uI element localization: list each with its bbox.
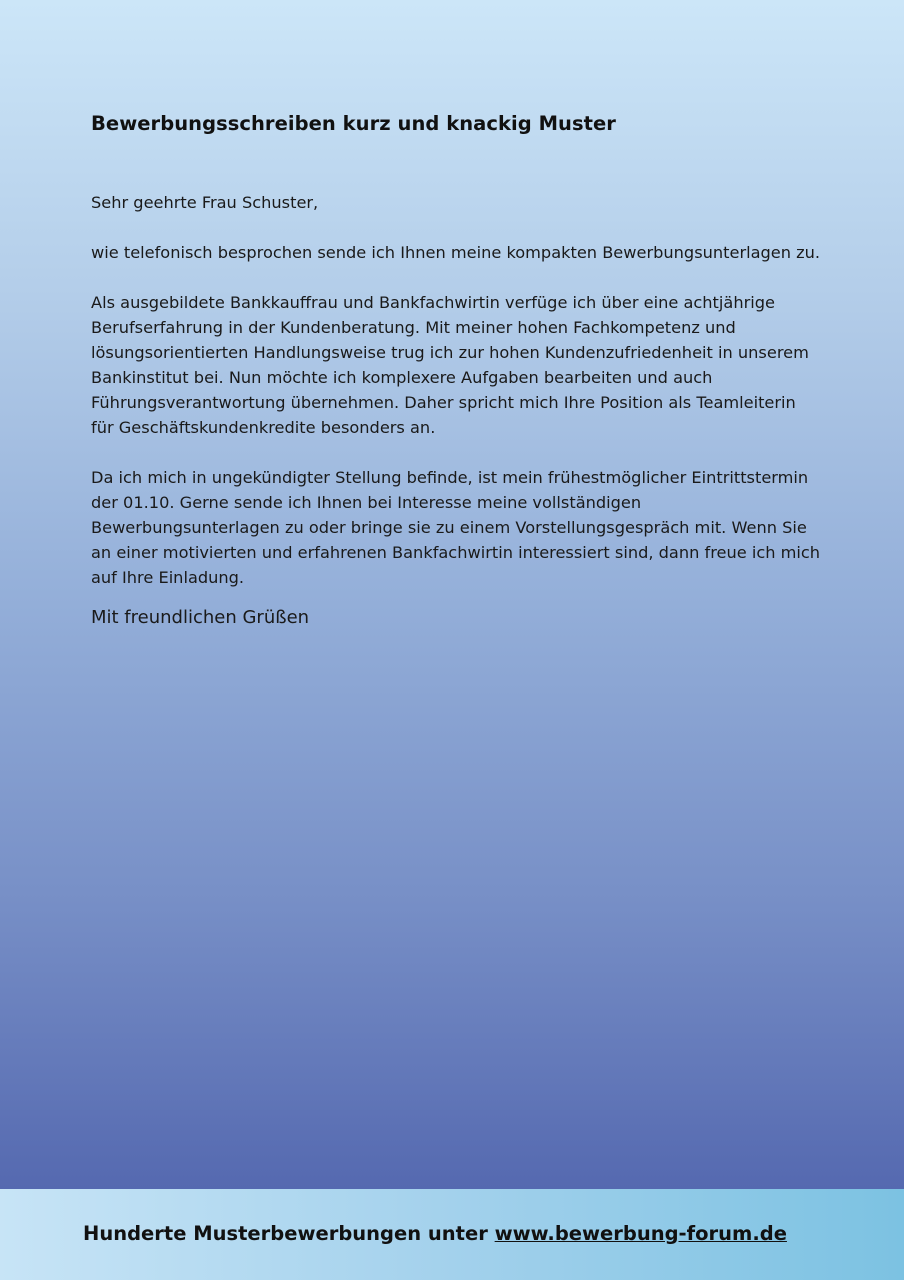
paragraph-availability: Da ich mich in ungekündigter Stellung befinde, ist mein frühestmöglicher Eintrittstermin der 01.10. Gerne sende ich Ihnen bei Interesse meine vollständigen Bewerbungsunterlagen zu oder bringe sie zu einem Vorstellungsgespräch mit. Wenn Sie an einer motivierten und erfahrenen Bankfachwirtin interessiert sind, dann freue ich mich auf Ihre Einladung. [91,468,821,587]
paragraph-intro: wie telefonisch besprochen sende ich Ihnen meine kompakten Bewerbungsunterlagen zu. [91,243,821,262]
paragraph-experience: Als ausgebildete Bankkauffrau und Bankfachwirtin verfüge ich über eine achtjährige Berufserfahrung in der Kundenberatung. Mit meiner hohen Fachkompetenz und lösungsorientierten Handlungsweise trug ich zur hohen Kundenzufriedenheit in unserem Bankinstitut bei. Nun möchte ich komplexere Aufgaben bearbeiten und auch Führungsverantwortung übernehmen. Daher spricht mich Ihre Position als Teamleiterin für Geschäftskundenkredite besonders an. [91,293,809,437]
footer-text [83,1220,883,1248]
closing: Mit freundlichen Grüßen [91,607,310,628]
footer-website-link[interactable]: www.bewerbung-forum.de [494,1222,787,1245]
letter-body [91,190,821,655]
salutation: Sehr geehrte Frau Schuster, [91,193,319,212]
footer-prefix: Hunderte Musterbewerbungen unter [83,1222,495,1245]
letter-title: Bewerbungsschreiben kurz und knackig Muster [91,112,616,135]
